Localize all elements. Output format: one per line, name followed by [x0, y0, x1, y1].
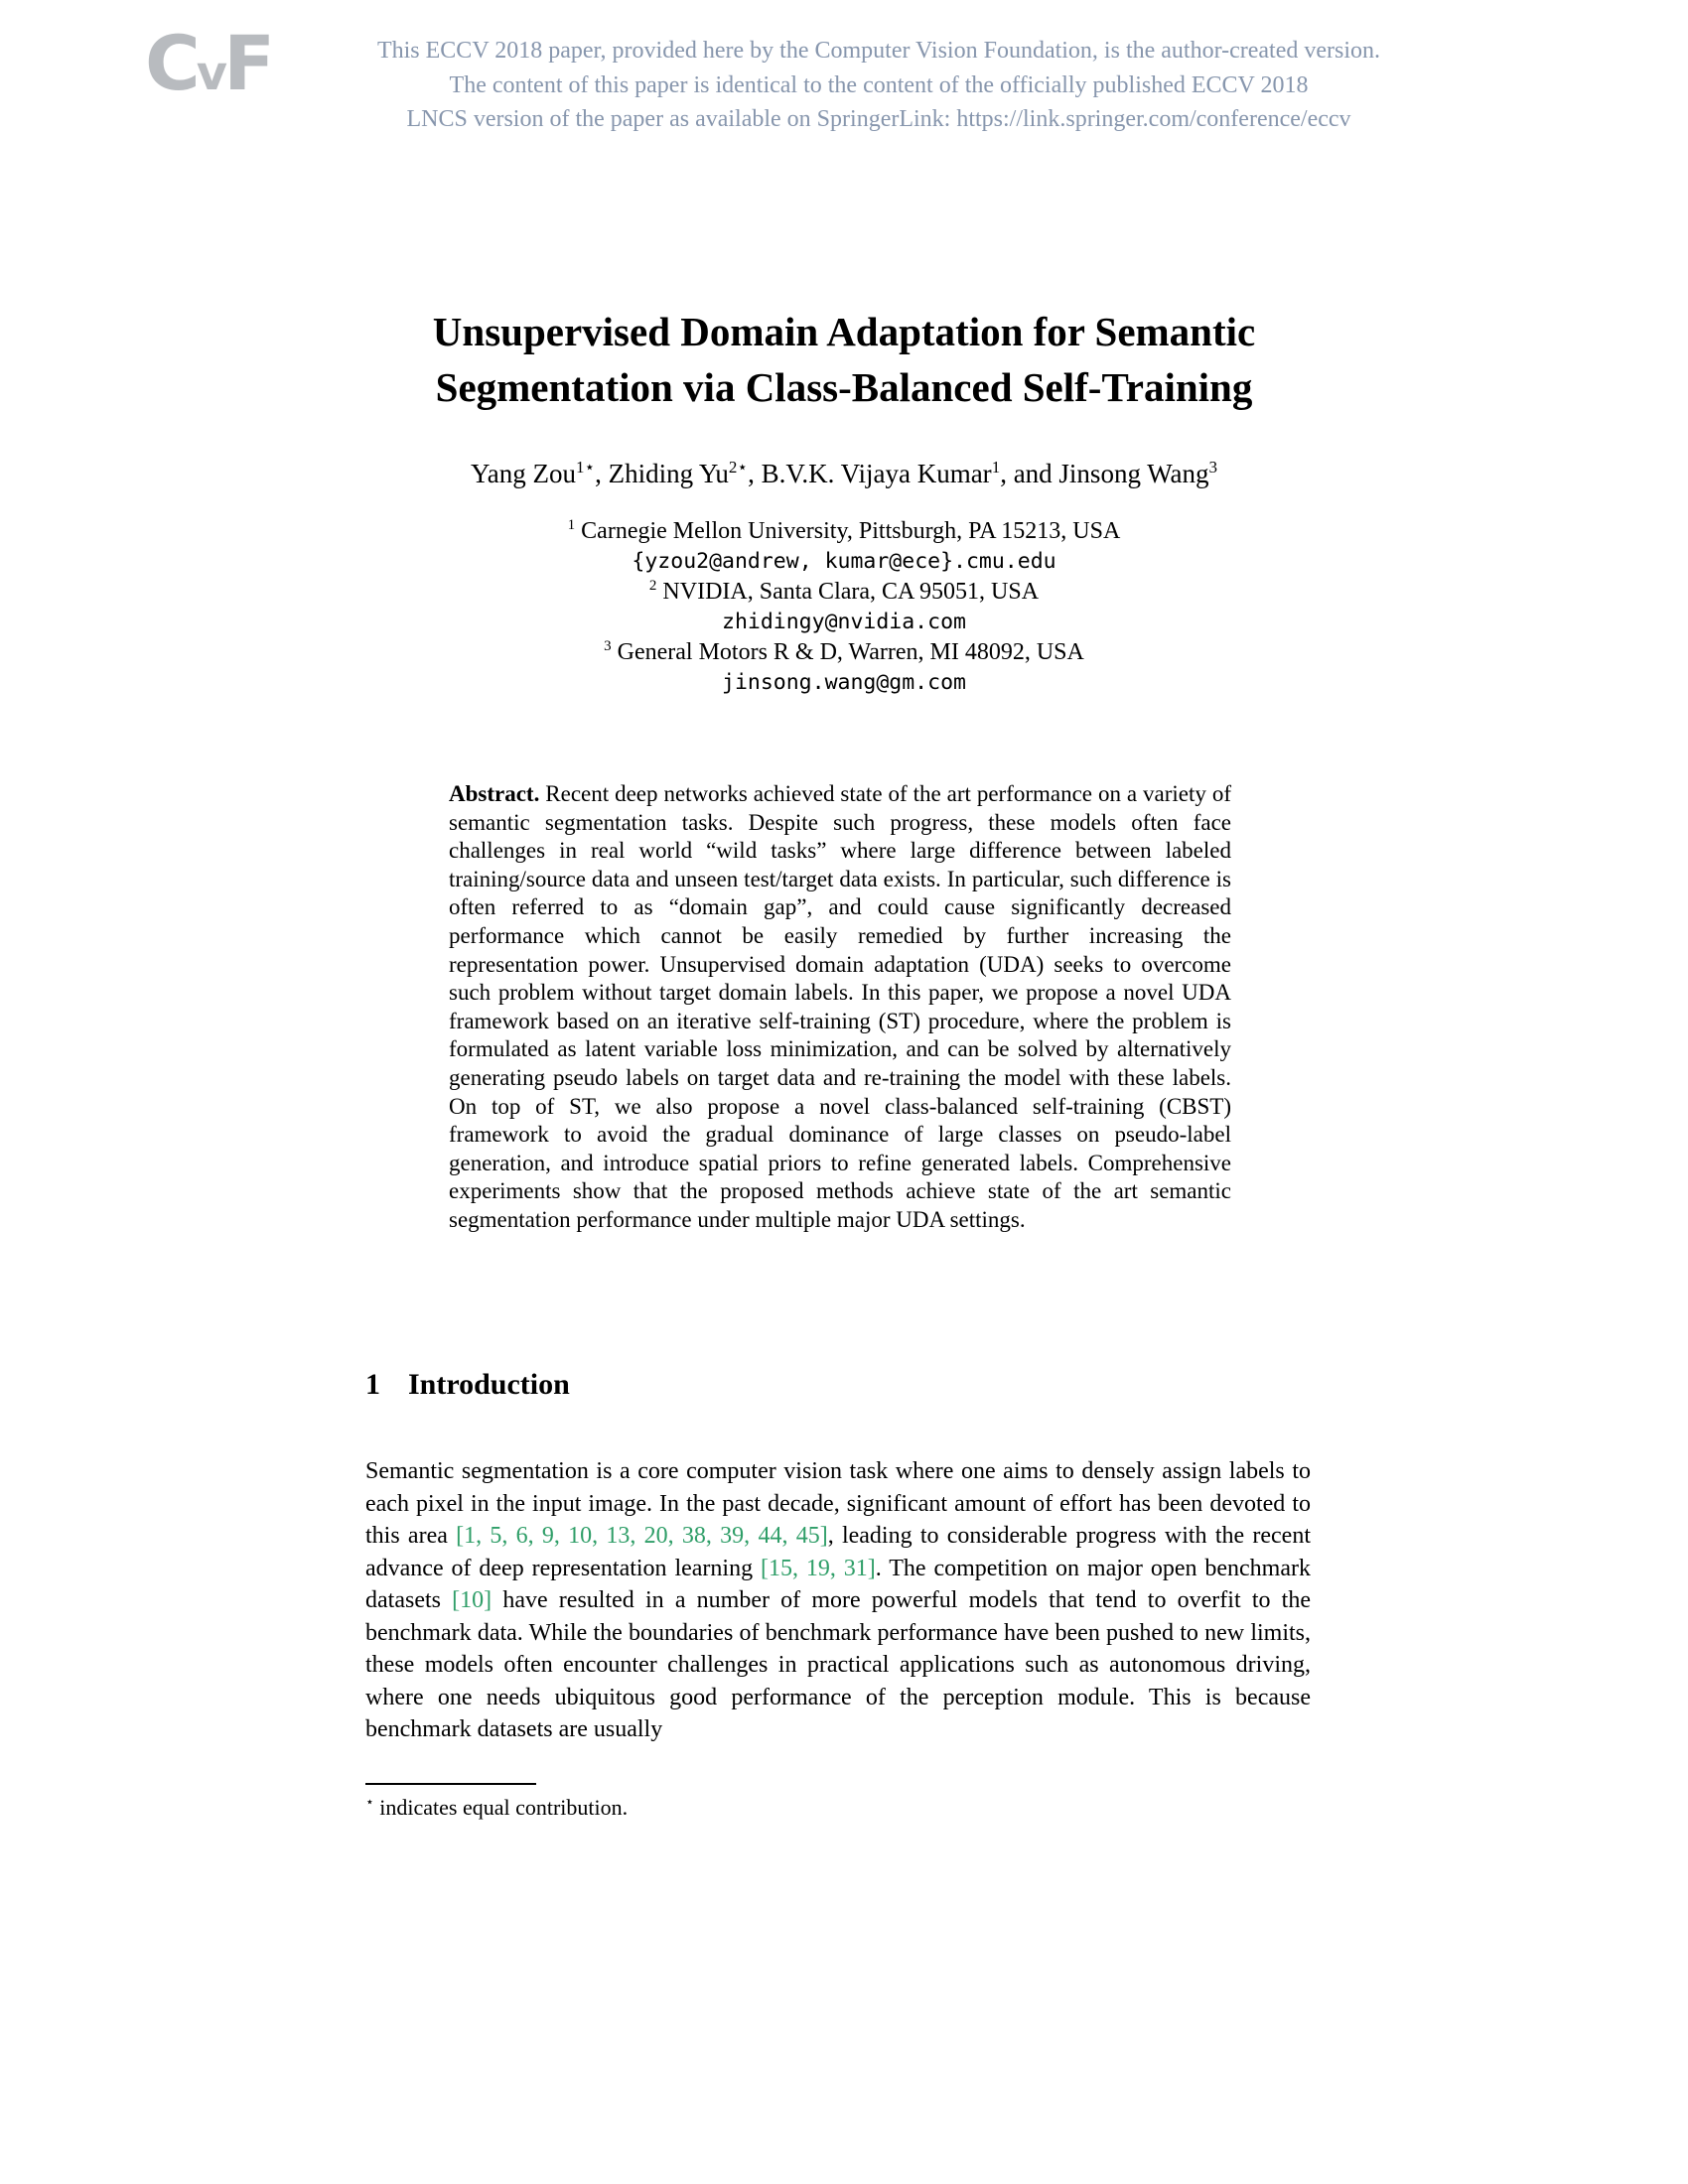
citation-link[interactable]: [1, 5, 6, 9, 10, 13, 20, 38, 39, 44, 45]	[456, 1523, 828, 1549]
affiliations	[0, 516, 1688, 698]
affiliation-line-1	[0, 516, 1688, 547]
section-title: Introduction	[408, 1368, 570, 1401]
header-line-3: LNCS version of the paper as available on SpringerLink: https://link.springer.com/conference/eccv	[406, 106, 1351, 132]
footnote-text: indicates equal contribution.	[379, 1795, 629, 1820]
abstract-label: Abstract.	[449, 781, 540, 806]
author-superscript: 1⋆	[576, 458, 596, 477]
email-line-3: jinsong.wang@gm.com	[722, 669, 966, 695]
intro-paragraph	[365, 1455, 1311, 1746]
footnote	[365, 1795, 1311, 1821]
affiliation-institution: Carnegie Mellon University, Pittsburgh, PA 15213, USA	[581, 518, 1121, 544]
author-name: , B.V.K. Vijaya Kumar	[748, 459, 992, 488]
author-superscript: 3	[1208, 458, 1218, 477]
abstract	[449, 780, 1231, 1235]
affiliation-number: 3	[604, 638, 612, 654]
paper-title	[0, 304, 1688, 415]
header-line-1: This ECCV 2018 paper, provided here by the Computer Vision Foundation, is the author-created version.	[376, 38, 1381, 64]
paragraph-text: , leading to considerable progress with the recent advance of deep representation learning	[365, 1523, 1312, 1581]
author-superscript: 2⋆	[728, 458, 749, 477]
affiliation-line-2	[0, 577, 1688, 608]
paragraph-text: . The competition on major open benchmark datasets	[365, 1555, 1311, 1613]
affiliation-institution: NVIDIA, Santa Clara, CA 95051, USA	[662, 579, 1040, 605]
footnote-rule	[365, 1783, 536, 1785]
email-line-1: {yzou2@andrew, kumar@ece}.cmu.edu	[632, 548, 1056, 574]
affiliation-number: 2	[648, 578, 657, 594]
authors-line	[0, 459, 1688, 489]
cvf-header	[70, 34, 1688, 137]
citation-link[interactable]: [15, 19, 31]	[761, 1555, 876, 1581]
affiliation-number: 1	[567, 517, 576, 533]
affiliation-line-3	[0, 637, 1688, 668]
affiliation-institution: General Motors R & D, Warren, MI 48092, USA	[617, 639, 1084, 665]
cvf-logo-letter-f: F	[223, 19, 271, 107]
paper-title-line-2: Segmentation via Class-Balanced Self-Training	[435, 364, 1253, 410]
author-name: , Zhiding Yu	[595, 459, 729, 488]
paragraph-text: Semantic segmentation is a core computer vision task where one aims to densely assign labels to each pixel in the input image. In the past decade, significant amount of effort has been devoted to this area	[365, 1458, 1311, 1549]
header-line-2: The content of this paper is identical to the content of the officially published ECCV 2018	[449, 71, 1309, 98]
cvf-logo-letter-v: v	[196, 46, 224, 101]
paragraph-text: have resulted in a number of more powerful models that tend to overfit to the benchmark data. While the boundaries of benchmark performance have been pushed to new limits, these models often encounter challenges in practical applications such as autonomous driving, where one needs ubiquitous good performance of the perception module. This is because benchmark datasets are usually	[365, 1587, 1311, 1742]
paper-title-line-1: Unsupervised Domain Adaptation for Semantic	[432, 309, 1256, 354]
abstract-text: Recent deep networks achieved state of the art performance on a variety of semantic segmentation tasks. Despite such progress, these models often face challenges in real world “wild tasks” where large difference between labeled training/source data and unseen test/target data exists. In particular, such difference is often referred to as “domain gap”, and could cause significantly decreased performance which cannot be easily remedied by further increasing the representation power. Unsupervised domain adaptation (UDA) seeks to overcome such problem without target domain labels. In this paper, we propose a novel UDA framework based on an iterative self-training (ST) procedure, where the problem is formulated as latent variable loss minimization, and can be solved by alternatively generating pseudo labels on target data and re-training the model with these labels. On top of ST, we also propose a novel class-balanced self-training (CBST) framework to avoid the gradual dominance of large classes on pseudo-label generation, and introduce spatial priors to refine generated labels. Comprehensive experiments show that the proposed methods achieve state of the art semantic segmentation performance under multiple major UDA settings.	[449, 781, 1232, 1232]
footnote-star: ⋆	[365, 1795, 374, 1811]
section-heading-introduction	[365, 1368, 570, 1402]
citation-link[interactable]: [10]	[452, 1587, 492, 1613]
section-number: 1	[365, 1368, 380, 1401]
email-line-2: zhidingy@nvidia.com	[722, 609, 966, 634]
author-name: Yang Zou	[470, 459, 576, 488]
cvf-logo-letter-c: C	[145, 19, 197, 107]
author-name: , and Jinsong Wang	[1000, 459, 1209, 488]
author-superscript: 1	[991, 458, 1001, 477]
